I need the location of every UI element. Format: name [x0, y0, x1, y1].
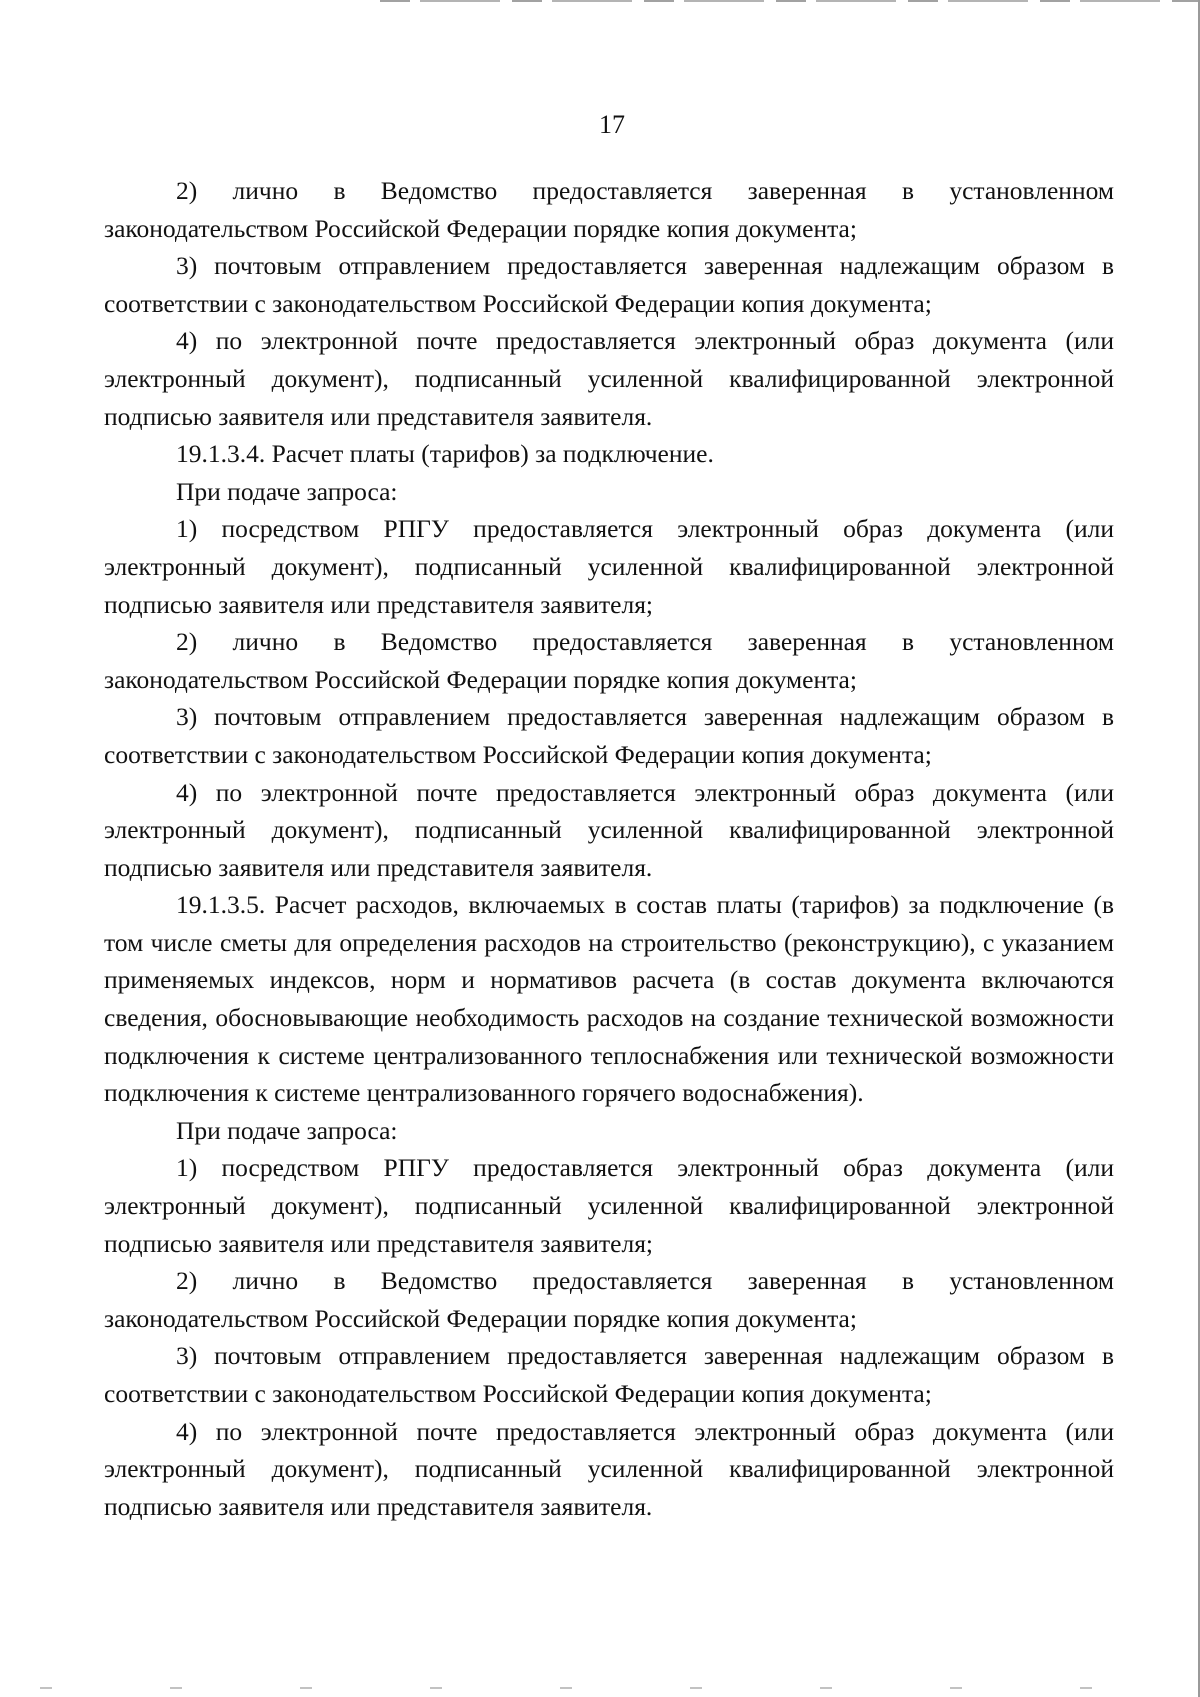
section-heading-19-1-3-4: 19.1.3.4. Расчет платы (тарифов) за подключение. — [176, 439, 714, 469]
paragraph-delivery-by-email: 4) по электронной почте предоставляется электронный образ документа (или электронный документ), подписанный усиленной квалифицированной электронной подписью заявителя или представителя заявителя. — [104, 1416, 1114, 1521]
paragraph-delivery-by-post: 3) почтовым отправлением предоставляется заверенная надлежащим образом в соответствии с законодательством Российской Федерации копия документа; — [104, 251, 1114, 318]
paragraph-delivery-via-rpgu: 1) посредством РПГУ предоставляется электронный образ документа (или электронный документ), подписанный усиленной квалифицированной электронной подписью заявителя или представителя заявителя; — [104, 514, 1114, 619]
paragraph-delivery-in-person: 2) лично в Ведомство предоставляется заверенная в установленном законодательством Российской Федерации порядке копия документа; — [104, 176, 1114, 243]
paragraph-request-intro: При подаче запроса: — [176, 1115, 398, 1145]
paragraph-delivery-via-rpgu: 1) посредством РПГУ предоставляется электронный образ документа (или электронный документ), подписанный усиленной квалифицированной электронной подписью заявителя или представителя заявителя; — [104, 1153, 1114, 1258]
document-body — [104, 172, 1114, 1525]
section-paragraph-19-1-3-5: 19.1.3.5. Расчет расходов, включаемых в состав платы (тарифов) за подключение (в том числе сметы для определения расходов на строительство (реконструкцию), с указанием применяемых индексов, норм и нормативов расчета (в состав документа включаются сведения, обосновывающие необходимость расходов на создание технической возможности подключения к системе централизованного теплоснабжения или технической возможности подключения к системе централизованного горячего водоснабжения). — [104, 890, 1114, 1108]
scan-edge-bottom — [0, 1687, 1200, 1689]
paragraph-delivery-by-post: 3) почтовым отправлением предоставляется заверенная надлежащим образом в соответствии с законодательством Российской Федерации копия документа; — [104, 702, 1114, 769]
paragraph-delivery-by-email: 4) по электронной почте предоставляется электронный образ документа (или электронный документ), подписанный усиленной квалифицированной электронной подписью заявителя или представителя заявителя. — [104, 777, 1114, 882]
page-number: 17 — [599, 110, 625, 139]
scan-edge-top — [380, 0, 1200, 2]
paragraph-request-intro: При подаче запроса: — [176, 476, 398, 506]
paragraph-delivery-by-post: 3) почтовым отправлением предоставляется заверенная надлежащим образом в соответствии с законодательством Российской Федерации копия документа; — [104, 1341, 1114, 1408]
paragraph-delivery-in-person: 2) лично в Ведомство предоставляется заверенная в установленном законодательством Российской Федерации порядке копия документа; — [104, 627, 1114, 694]
paragraph-delivery-in-person: 2) лично в Ведомство предоставляется заверенная в установленном законодательством Российской Федерации порядке копия документа; — [104, 1266, 1114, 1333]
paragraph-delivery-by-email: 4) по электронной почте предоставляется электронный образ документа (или электронный документ), подписанный усиленной квалифицированной электронной подписью заявителя или представителя заявителя. — [104, 326, 1114, 431]
